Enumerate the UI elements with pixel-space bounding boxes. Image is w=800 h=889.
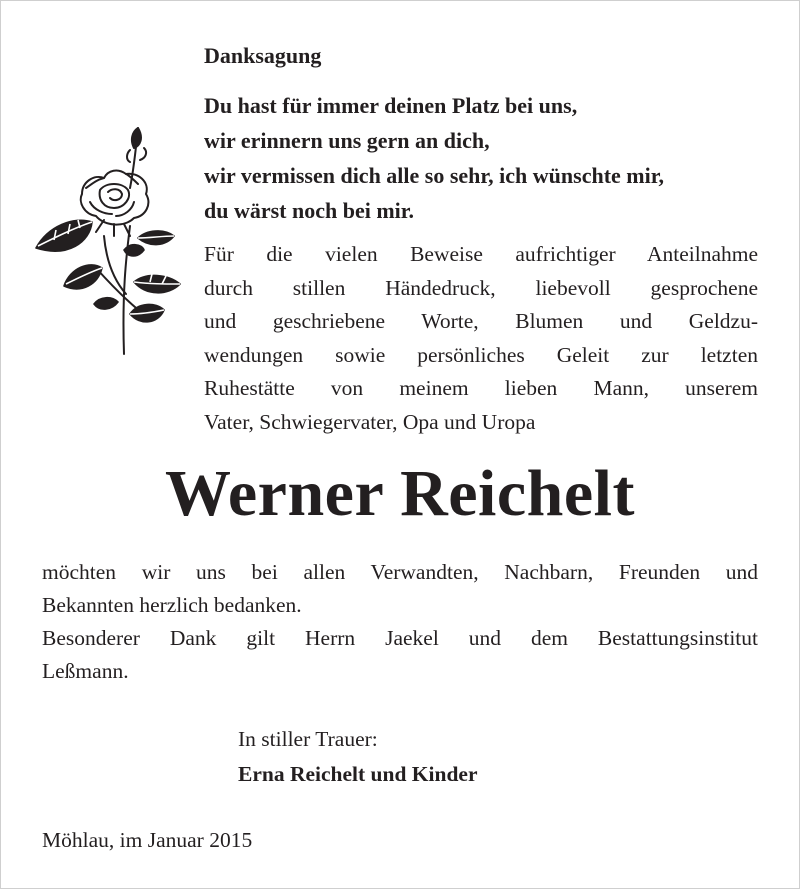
thanks-intro xyxy=(204,238,758,440)
mourning-block xyxy=(238,722,478,792)
deceased-name: Werner Reichelt xyxy=(165,457,635,530)
thanks-body xyxy=(42,556,758,688)
place-date: Möhlau, im Januar 2015 xyxy=(42,828,253,852)
intro-line: Ruhestätte von meinem lieben Mann, unserem xyxy=(204,376,758,401)
poem-line: wir vermissen dich alle so sehr, ich wünschte mir, xyxy=(204,163,664,188)
intro-line: und geschriebene Worte, Blumen und Geldzu- xyxy=(204,309,758,334)
poem xyxy=(204,88,784,228)
intro-line: wendungen sowie persönliches Geleit zur letzten xyxy=(204,342,758,367)
intro-line: Vater, Schwiegervater, Opa und Uropa xyxy=(204,409,536,434)
poem-line: wir erinnern uns gern an dich, xyxy=(204,128,490,153)
mourners-names: Erna Reichelt und Kinder xyxy=(238,762,478,786)
body-line: möchten wir uns bei allen Verwandten, Nachbarn, Freunden und xyxy=(42,560,758,584)
body-line: Leßmann. xyxy=(42,659,129,683)
intro-line: durch stillen Händedruck, liebevoll gesprochene xyxy=(204,275,758,300)
mourning-label: In stiller Trauer: xyxy=(238,727,378,751)
intro-line: Für die vielen Beweise aufrichtiger Anteilnahme xyxy=(204,242,758,266)
rose-icon xyxy=(34,118,186,358)
poem-line: Du hast für immer deinen Platz bei uns, xyxy=(204,93,578,118)
notice-heading: Danksagung xyxy=(204,43,322,68)
body-line: Besonderer Dank gilt Herrn Jaekel und dem Bestattungsinstitut xyxy=(42,626,758,650)
poem-line: du wärst noch bei mir. xyxy=(204,198,415,223)
body-line: Bekannten herzlich bedanken. xyxy=(42,593,302,617)
